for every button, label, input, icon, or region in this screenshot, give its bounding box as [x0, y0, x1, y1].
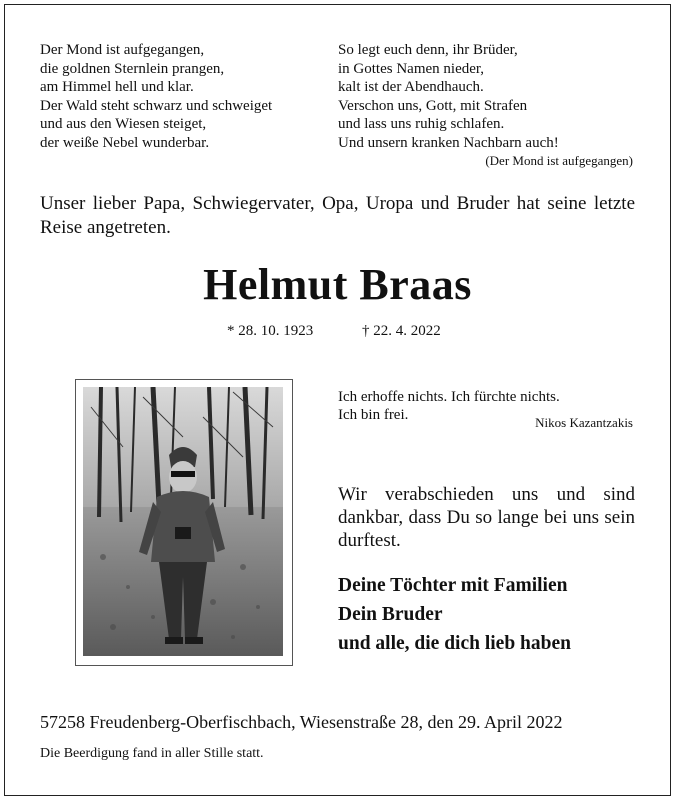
poem-line: Der Wald steht schwarz und schweiget [40, 97, 273, 114]
birth-date: * 28. 10. 1923 [227, 323, 314, 339]
poem-line: und lass uns ruhig schlafen. [338, 116, 505, 132]
signer-line: Deine Töchter mit Familien [338, 575, 568, 596]
signers [338, 571, 571, 658]
quote [338, 388, 560, 424]
poem-right [338, 41, 559, 152]
deceased-name: Helmut Braas [203, 260, 472, 309]
poem-line: der weiße Nebel wunderbar. [40, 134, 210, 151]
poem-line: Verschon uns, Gott, mit Strafen [338, 97, 528, 114]
poem-line: So legt euch denn, ihr Brüder, [338, 42, 518, 58]
poem-line: und aus den Wiesen steiget, [40, 116, 207, 132]
quote-line: Ich erhoffe nichts. Ich fürchte nichts. [338, 389, 560, 405]
address-line: 57258 Freudenberg-Oberfischbach, Wiesenstraße 28, den 29. April 2022 [40, 712, 563, 732]
obituary-card [4, 4, 671, 796]
poem-line: die goldnen Sternlein prangen, [40, 60, 225, 77]
farewell-text: Wir verabschieden uns und sind dankbar, dass Du so lange bei uns sein durftest. [338, 484, 635, 551]
quote-line: Ich bin frei. [338, 407, 409, 423]
poem-line: Und unsern kranken Nachbarn auch! [338, 134, 559, 151]
signer-line: Dein Bruder [338, 604, 443, 625]
poem-attribution: (Der Mond ist aufgegangen) [485, 153, 633, 168]
poem-line: am Himmel hell und klar. [40, 79, 194, 95]
signer-line: und alle, die dich lieb haben [338, 633, 571, 654]
death-date: † 22. 4. 2022 [362, 323, 441, 339]
poem-line: kalt ist der Abendhauch. [338, 79, 484, 95]
portrait-photo [75, 379, 293, 666]
intro-text: Unser lieber Papa, Schwiegervater, Opa, Uropa und Bruder hat seine letzte Reise angetreten. [40, 193, 635, 238]
quote-author: Nikos Kazantzakis [535, 415, 633, 430]
funeral-note: Die Beerdigung fand in aller Stille statt. [40, 746, 264, 761]
poem-line: Der Mond ist aufgegangen, [40, 42, 205, 58]
portrait-image [83, 387, 283, 656]
poem-line: in Gottes Namen nieder, [338, 60, 485, 77]
poem-left [40, 41, 272, 152]
